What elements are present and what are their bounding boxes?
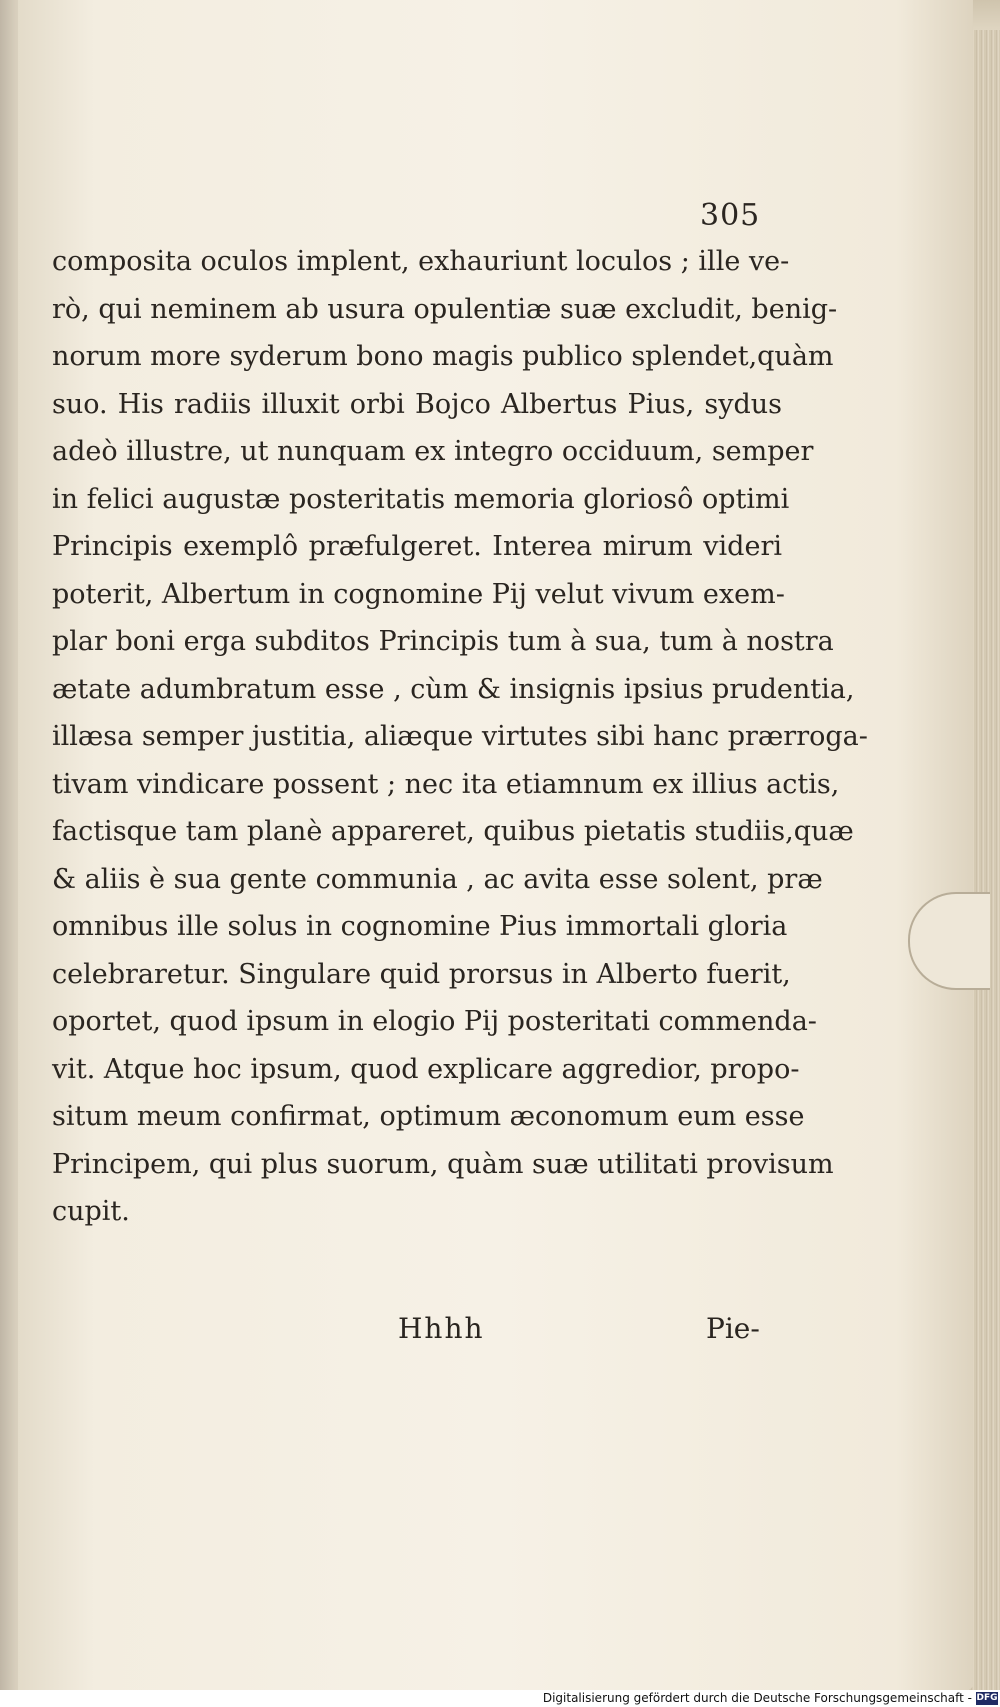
dfg-logo-icon: DFG (976, 1693, 998, 1703)
text-line: ætate adumbratum esse , cùm & insignis ipsius prudentia, (52, 673, 855, 705)
text-line: & aliis è sua gente communia , ac avita esse solent, præ (52, 863, 823, 895)
text-line: suo. His radiis illuxit orbi Bojco Albertus Pius, sydus (52, 388, 782, 420)
text-line: cupit. (52, 1196, 130, 1227)
text-line: composita oculos implent, exhauriunt loculos ; ille ve- (52, 246, 790, 277)
text-line: factisque tam planè appareret, quibus pietatis studiis,quæ (52, 816, 854, 847)
text-line: vit. Atque hoc ipsum, quod explicare aggredior, propo- (52, 1053, 800, 1085)
text-line: plar boni erga subditos Principis tum à sua, tum à nostra (52, 626, 834, 657)
catchword: Pie- (706, 1312, 760, 1345)
text-line: omnibus ille solus in cognomine Pius immortali gloria (52, 911, 788, 942)
text-line: celebraretur. Singulare quid prorsus in Alberto fuerit, (52, 958, 791, 990)
signature-mark: Hhhh (398, 1312, 485, 1345)
text-line: poterit, Albertum in cognomine Pij velut vivum exem- (52, 578, 785, 610)
text-line: in felici augustæ posteritatis memoria gloriosô optimi (52, 483, 790, 515)
text-line: oportet, quod ipsum in elogio Pij posteritati commenda- (52, 1006, 817, 1037)
text-line: situm meum confirmat, optimum æconomum eum esse (52, 1101, 805, 1132)
page-number: 305 (700, 198, 761, 233)
body-text (52, 238, 868, 1236)
text-line: Principis exemplô præfulgeret. Interea mirum videri (52, 531, 782, 562)
text-line: tivam vindicare possent ; nec ita etiamnum ex illius actis, (52, 768, 840, 800)
text-line: adeò illustre, ut nunquam ex integro occiduum, semper (52, 436, 814, 467)
text-line: norum more syderum bono magis publico splendet,quàm (52, 341, 834, 372)
text-line: Principem, qui plus suorum, quàm suæ utilitati provisum (52, 1148, 834, 1180)
text-line: rò, qui neminem ab usura opulentiæ suæ excludit, benig- (52, 293, 838, 325)
text-line: illæsa semper justitia, aliæque virtutes sibi hanc prærroga- (52, 721, 868, 752)
digitization-credit: Digitalisierung gefördert durch die Deutsche Forschungsgemeinschaft - (542, 1691, 972, 1705)
